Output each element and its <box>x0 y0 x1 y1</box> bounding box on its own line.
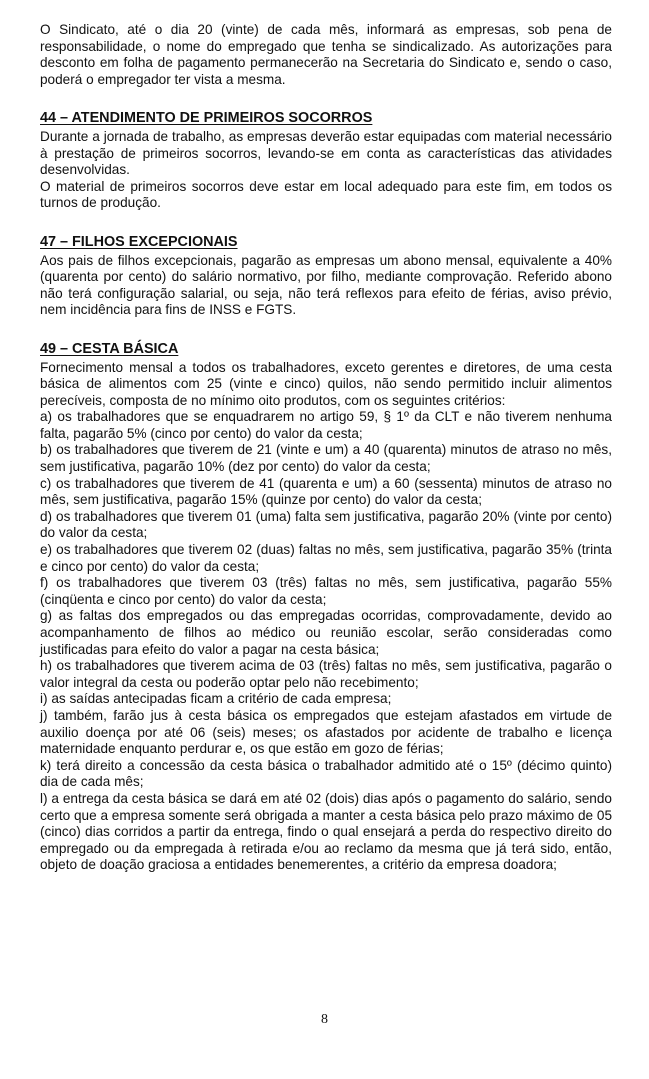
list-item-h: h) os trabalhadores que tiverem acima de 03 (três) faltas no mês, sem justificativa, pagarão o valor integral da cesta ou poderão optar pelo não recebimento; <box>40 658 612 690</box>
list-item-b: b) os trabalhadores que tiverem de 21 (vinte e um) a 40 (quarenta) minutos de atraso no mês, sem justificativa, pagarão 10% (dez por cento) do valor da cesta; <box>40 442 612 475</box>
section-cesta-basica <box>40 341 612 874</box>
paragraph: Durante a jornada de trabalho, as empresas deverão estar equipadas com material necessário à prestação de primeiros socorros, levando-se em conta as características das atividades desenvolvidas. <box>40 128 612 178</box>
section-heading: 47 – FILHOS EXCEPCIONAIS <box>40 233 238 250</box>
list-item-c: c) os trabalhadores que tiverem de 41 (quarenta e um) a 60 (sessenta) minutos de atraso no mês, sem justificativa, pagarão 15% (quinze por cento) do valor da cesta; <box>40 475 612 508</box>
paragraph: Aos pais de filhos excepcionais, pagarão as empresas um abono mensal, equivalente a 40% (quarenta por cento) do salário normativo, por filho, mediante comprovação. Referido abono não terá configuração salarial, ou seja, não terá reflexos para efeito de férias, aviso prévio, nem incidência para fins de INSS e FGTS. <box>40 252 612 318</box>
document-page <box>40 22 612 874</box>
section-filhos-excepcionais <box>40 234 612 319</box>
section-primeiros-socorros <box>40 110 612 212</box>
paragraph: O material de primeiros socorros deve estar em local adequado para este fim, em todos os turnos de produção. <box>40 178 612 211</box>
paragraph: Fornecimento mensal a todos os trabalhadores, exceto gerentes e diretores, de uma cesta básica de alimentos com 25 (vinte e cinco) quilos, não sendo permitido incluir alimentos perecíveis, composta de no mínimo oito produtos, com os seguintes critérios: <box>40 359 612 408</box>
list-item-f: f) os trabalhadores que tiverem 03 (três) faltas no mês, sem justificativa, pagarão 55% (cinqüenta e cinco por cento) do valor da cesta; <box>40 575 612 607</box>
list-item-i: i) as saídas antecipadas ficam a critério de cada empresa; <box>40 691 392 707</box>
list-item-j: j) também, farão jus à cesta básica os empregados que estejam afastados em virtude de auxilio doença por até 06 (seis) meses; os afastados por acidente de trabalho e licença maternidade enquanto perdurar e, os que estão em gozo de férias; <box>40 707 612 757</box>
section-heading: 44 – ATENDIMENTO DE PRIMEIROS SOCORROS <box>40 110 373 127</box>
list-item-l: l) a entrega da cesta básica se dará em até 02 (dois) dias após o pagamento do salário, sendo certo que a empresa somente será obrigada a manter a cesta básica pelo prazo máximo de 05 (cinco) dias corridos a partir da entrega, findo o qual ensejará a perda do respectivo direito do empregado ou da empregada à retirada e/ou ao reclamo da mesma que já terá sido, então, objeto de doação graciosa a entidades benemerentes, a critério da empresa doadora; <box>40 790 613 873</box>
section-heading: 49 – CESTA BÁSICA <box>40 340 179 357</box>
page-number: 8 <box>321 1012 328 1027</box>
list-item-a: a) os trabalhadores que se enquadrarem no artigo 59, § 1º da CLT e não tiverem nenhuma falta, pagarão 5% (cinco por cento) do valor da cesta; <box>40 409 612 441</box>
intro-paragraph: O Sindicato, até o dia 20 (vinte) de cada mês, informará as empresas, sob pena de responsabilidade, o nome do empregado que tenha se sindicalizado. As autorizações para desconto em folha de pagamento permanecerão na Secretaria do Sindicato e, sendo o caso, poderá o empregador ter vista a mesma. <box>40 22 612 87</box>
list-item-d: d) os trabalhadores que tiverem 01 (uma) falta sem justificativa, pagarão 20% (vinte por cento) do valor da cesta; <box>40 508 612 541</box>
list-item-e: e) os trabalhadores que tiverem 02 (duas) faltas no mês, sem justificativa, pagarão 35% (trinta e cinco por cento) do valor da cesta; <box>40 542 612 574</box>
list-item-k: k) terá direito a concessão da cesta básica o trabalhador admitido até o 15º (décimo quinto) dia de cada mês; <box>40 757 612 790</box>
list-item-g: g) as faltas dos empregados ou das empregadas ocorridas, comprovadamente, devido ao acompanhamento de filhos ao médico ou reunião escolar, serão consideradas como justificadas para efeito do valor a pagar na cesta básica; <box>40 608 612 657</box>
